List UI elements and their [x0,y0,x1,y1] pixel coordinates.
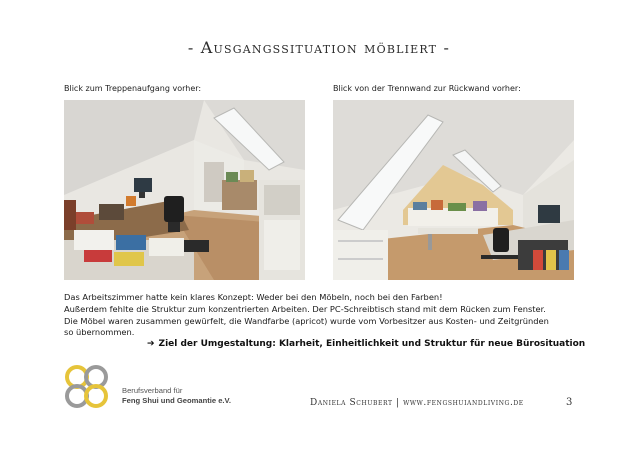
association-name [122,386,231,406]
association-logo [62,364,112,410]
description-paragraph [64,292,584,339]
description-line: Die Möbel waren zusammen gewürfelt, die Wandfarbe (apricot) wurde vom Vorbesitzer aus Kosten- und Zeitgründen [64,315,549,326]
association-line-1: Berufsverband für [122,386,183,395]
photo-backwall-view [333,100,574,280]
page-number: 3 [566,397,573,408]
left-photo-caption: Blick zum Treppenaufgang vorher: [64,84,202,93]
goal-statement [147,339,585,349]
description-line: Außerdem fehlte die Struktur zum konzentrierten Arbeiten. Der PC-Schreibtisch stand mit dem Rücken zum Fenster. [64,303,546,314]
slide-title: - Ausgangssituation möbliert - [187,38,451,57]
arrow-right-icon: ➔ [147,339,155,349]
photo-staircase-view [64,100,305,280]
right-photo-caption: Blick von der Trennwand zur Rückwand vorher: [333,84,521,93]
description-line: so übernommen. [64,327,135,338]
goal-text: Ziel der Umgestaltung: Klarheit, Einheitlichkeit und Struktur für neue Bürosituation [158,339,586,349]
footer-author: Daniela Schubert | www.fengshuiandliving.de [310,398,524,408]
association-line-2: Feng Shui und Geomantie e.V. [122,396,232,405]
description-line: Das Arbeitszimmer hatte kein klares Konzept: Weder bei den Möbeln, noch bei den Farben! [64,292,443,302]
